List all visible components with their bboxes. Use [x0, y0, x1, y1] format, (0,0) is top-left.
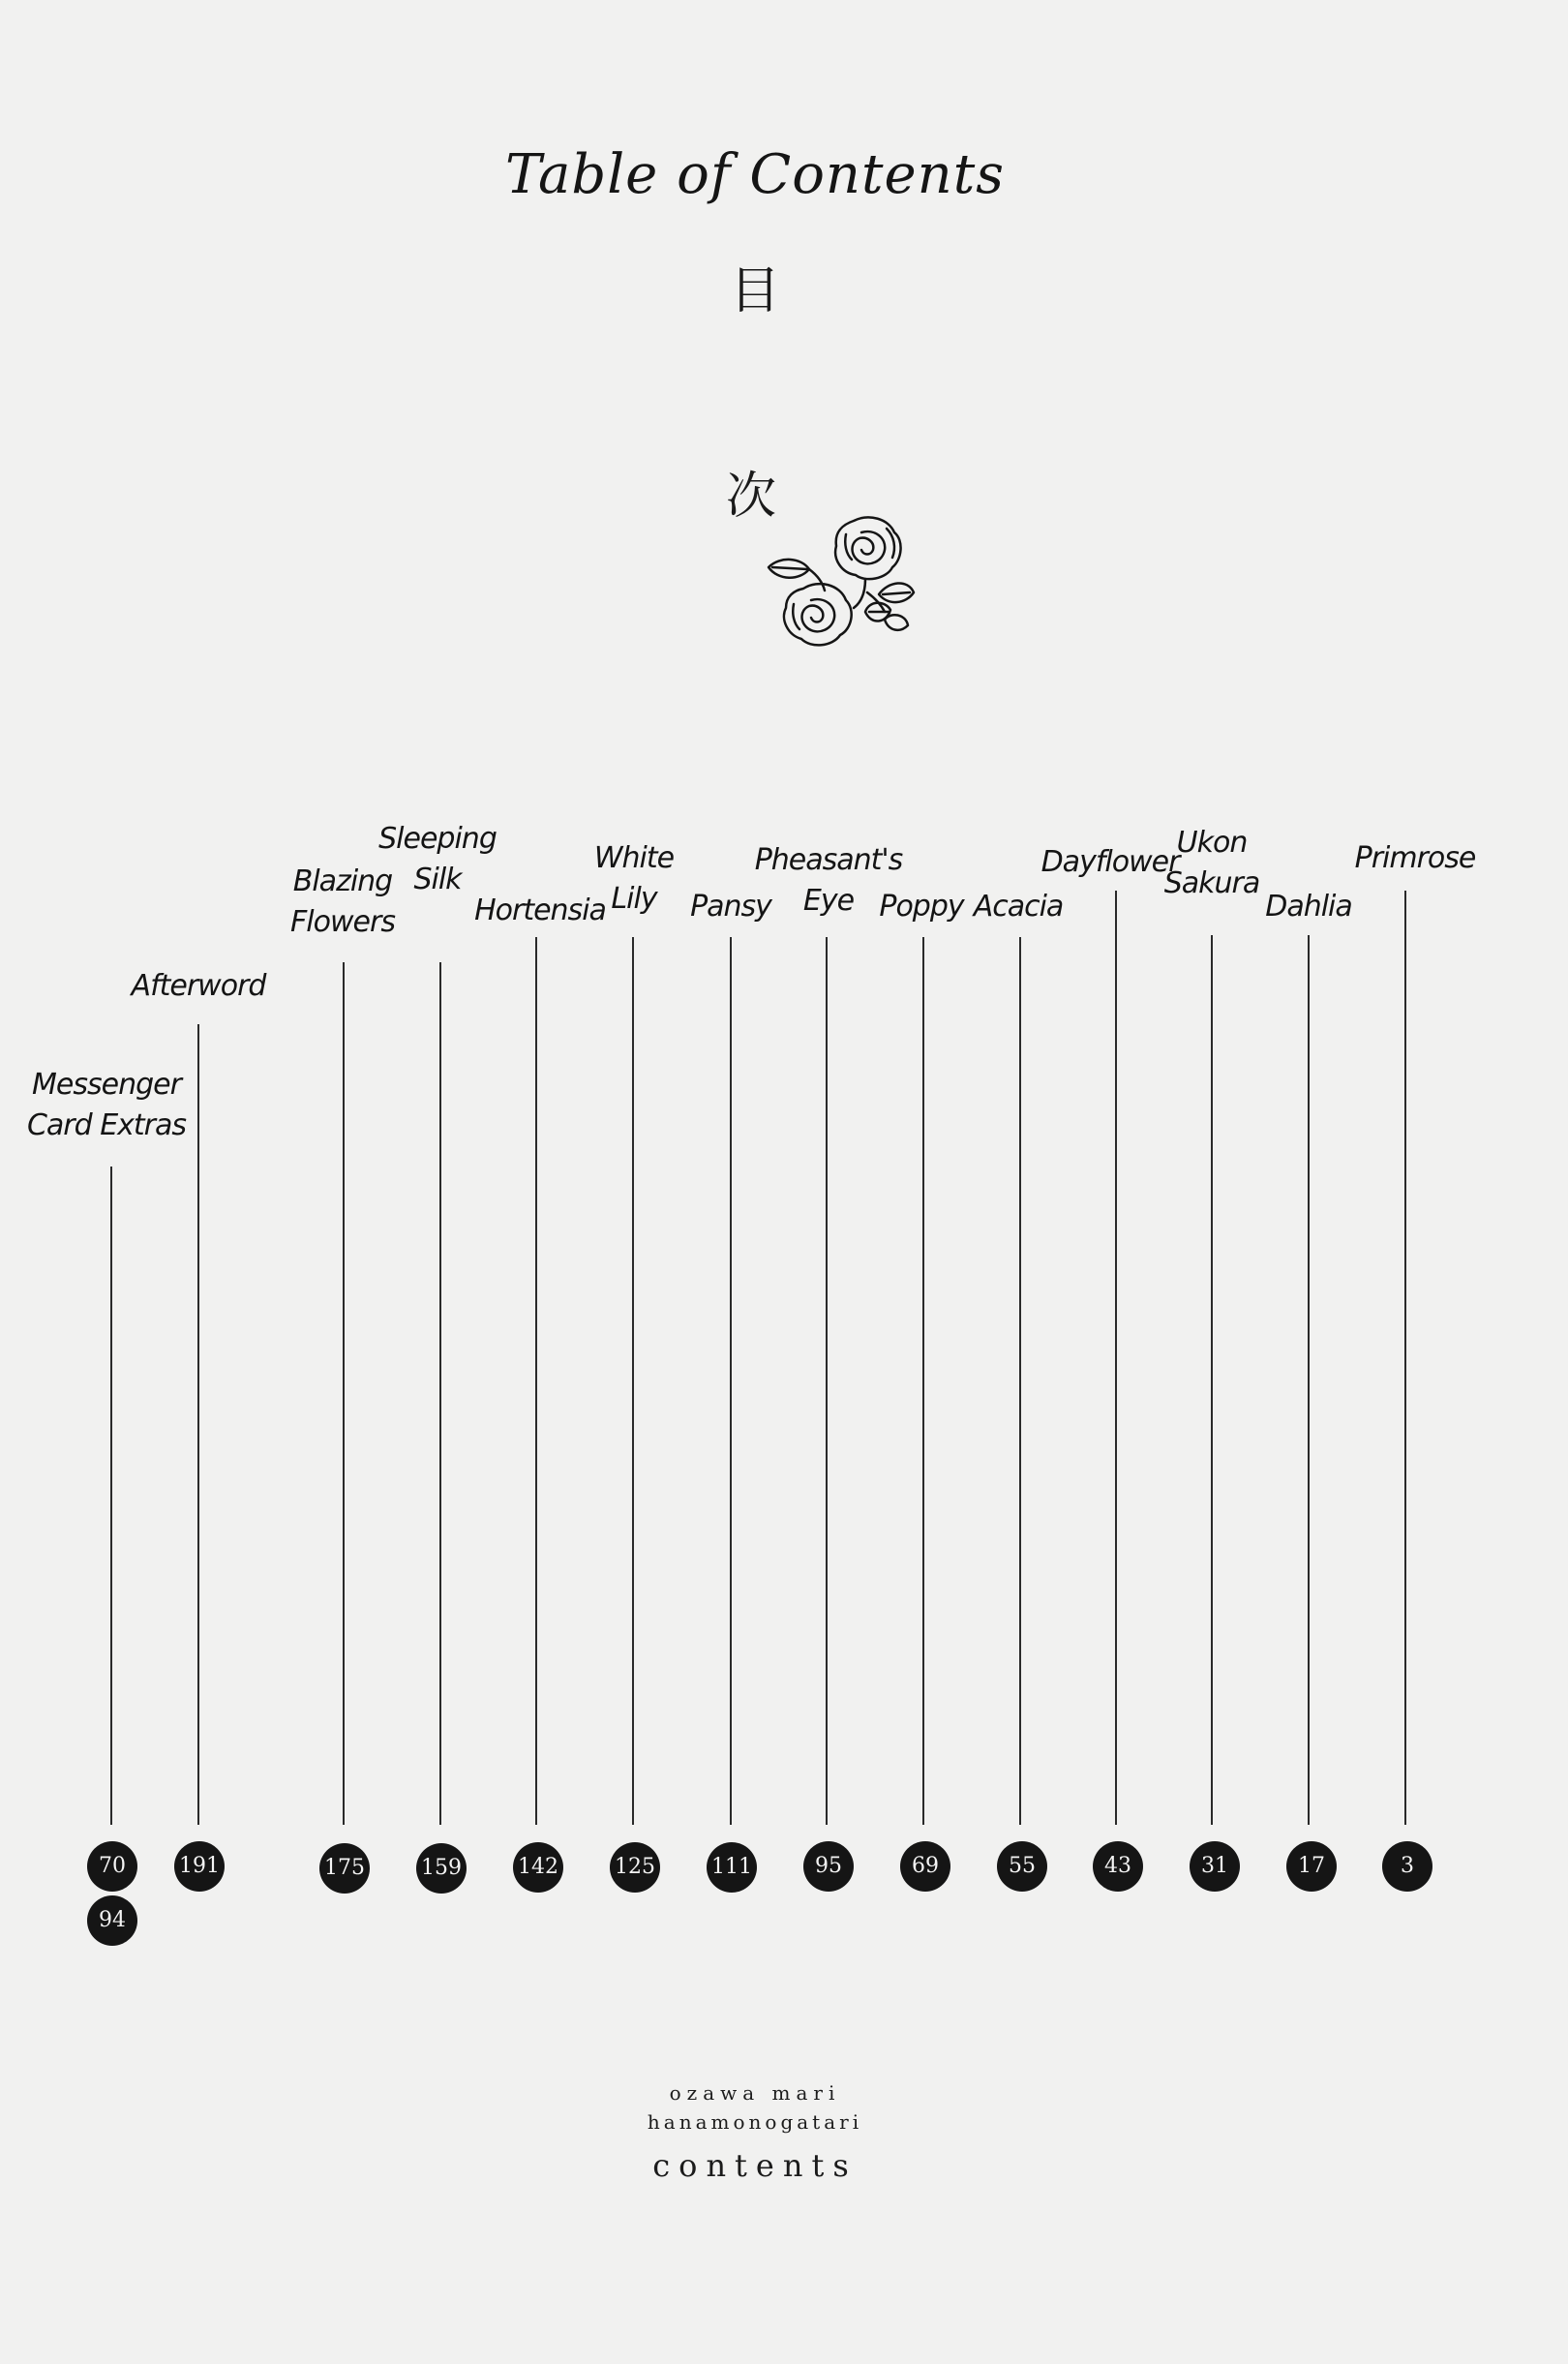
chapter-label-dahlia: Dahlia: [1265, 890, 1352, 924]
page-number-badge: 175: [319, 1843, 370, 1894]
chapter-label-poppy: Poppy: [879, 890, 964, 924]
page-number-badge: 55: [997, 1841, 1047, 1892]
kanji-ji: 次: [725, 468, 776, 526]
chapter-label-sleeping-silk: Sleeping Silk: [378, 822, 497, 896]
footer-author: ozawa mari: [669, 2081, 841, 2105]
page-title: Table of Contents: [505, 143, 1005, 206]
page-number-badge: 31: [1190, 1841, 1240, 1892]
page-number-badge: 43: [1093, 1841, 1143, 1892]
leader-line-hortensia: [535, 937, 537, 1825]
page-number-badge: 17: [1286, 1841, 1337, 1892]
leader-line-dahlia: [1308, 935, 1310, 1825]
page-number-badge: 111: [707, 1842, 757, 1893]
chapter-label-blazing-flowers: Blazing Flowers: [290, 864, 395, 939]
rose-illustration: [765, 511, 929, 661]
chapter-label-messenger-card-extras: Messenger Card Extras: [26, 1068, 187, 1142]
chapter-label-ukon-sakura: Ukon Sakura: [1163, 826, 1260, 900]
leader-line-poppy: [922, 937, 924, 1825]
chapter-label-white-lily: White Lily: [593, 841, 675, 916]
page-number-badge: 70: [87, 1841, 137, 1892]
page-number-badge: 125: [610, 1842, 660, 1893]
chapter-label-hortensia: Hortensia: [474, 894, 606, 927]
footer-contents: contents: [652, 2147, 858, 2184]
chapter-label-dayflower: Dayflower: [1040, 845, 1180, 879]
chapter-label-acacia: Acacia: [973, 890, 1064, 924]
chapter-label-afterword: Afterword: [131, 969, 266, 1003]
leader-line-sleeping-silk: [439, 962, 441, 1825]
page-number-badge: 3: [1382, 1841, 1432, 1892]
leader-line-pansy: [730, 937, 732, 1825]
chapter-label-primrose: Primrose: [1354, 841, 1476, 875]
leader-line-primrose: [1404, 891, 1406, 1825]
leader-line-blazing-flowers: [343, 962, 345, 1825]
page-number-badge: 95: [803, 1841, 854, 1892]
footer-series: hanamonogatari: [647, 2110, 863, 2134]
page-number-badge: 159: [416, 1843, 467, 1894]
page-number-badge: 69: [900, 1841, 950, 1892]
leader-line-white-lily: [632, 937, 634, 1825]
chapter-label-pheasants-eye: Pheasant's Eye: [754, 843, 903, 918]
chapter-label-pansy: Pansy: [690, 890, 771, 924]
leader-line-ukon-sakura: [1211, 935, 1213, 1825]
leader-line-pheasants-eye: [826, 937, 828, 1825]
leader-line-afterword: [197, 1024, 199, 1825]
kanji-moku: 目: [729, 262, 780, 320]
leader-line-acacia: [1019, 937, 1021, 1825]
leader-line-messenger-card-extras: [110, 1167, 112, 1825]
page-number-badge: 142: [513, 1842, 563, 1893]
leader-line-dayflower: [1115, 891, 1117, 1825]
page-number-badge: 94: [87, 1895, 137, 1946]
page-number-badge: 191: [174, 1841, 225, 1892]
